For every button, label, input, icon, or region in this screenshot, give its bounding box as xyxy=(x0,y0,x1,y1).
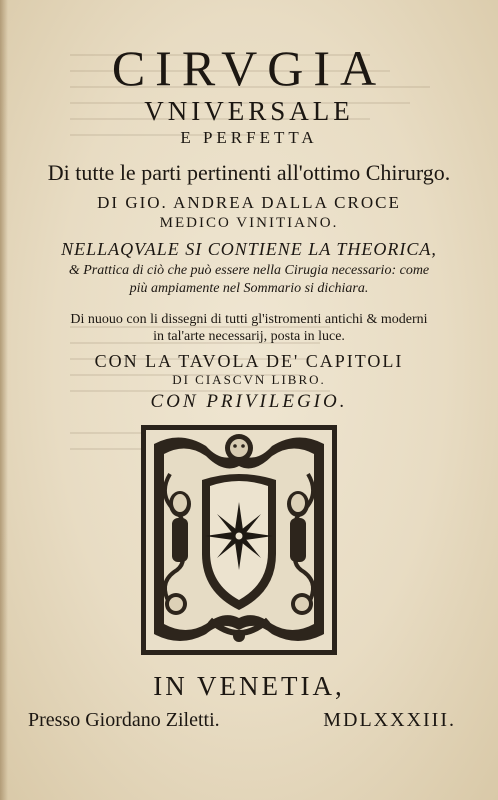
content-line-3: più ampiamente nel Sommario si dichiara. xyxy=(129,281,369,296)
printer-device-emblem-icon xyxy=(140,424,338,656)
imprint-publisher: Presso Giordano Ziletti. xyxy=(28,709,220,731)
table-line-2: DI CIASCVN LIBRO. xyxy=(172,372,326,387)
table-line-1: CON LA TAVOLA DE' CAPITOLI xyxy=(94,351,404,371)
author-line: DI GIO. ANDREA DALLA CROCE xyxy=(97,193,401,212)
privilege-line: CON PRIVILEGIO. xyxy=(150,391,348,412)
imprint-line xyxy=(28,706,456,734)
imprint-place: IN VENETIA, xyxy=(153,671,345,701)
title-main: CIRVGIA xyxy=(111,40,387,96)
title-subtitle-2: E PERFETTA xyxy=(180,128,318,147)
note-line-2: in tal'arte necessarij, posta in luce. xyxy=(153,329,345,344)
content-line-1: NELLAQVALE SI CONTIENE LA THEORICA, xyxy=(61,239,437,259)
content-line-2: & Prattica di ciò che può essere nella Cirugia necessario: come xyxy=(68,263,430,278)
note-line-1: Di nuouo con li dissegni di tutti gl'istromenti antichi & moderni xyxy=(70,312,428,327)
imprint-year: MDLXXXIII. xyxy=(323,709,456,731)
subject-line: Di tutte le parti pertinenti all'ottimo Chirurgo. xyxy=(47,160,451,185)
author-role: MEDICO VINITIANO. xyxy=(159,215,339,231)
title-subtitle: VNIVERSALE xyxy=(144,96,354,126)
